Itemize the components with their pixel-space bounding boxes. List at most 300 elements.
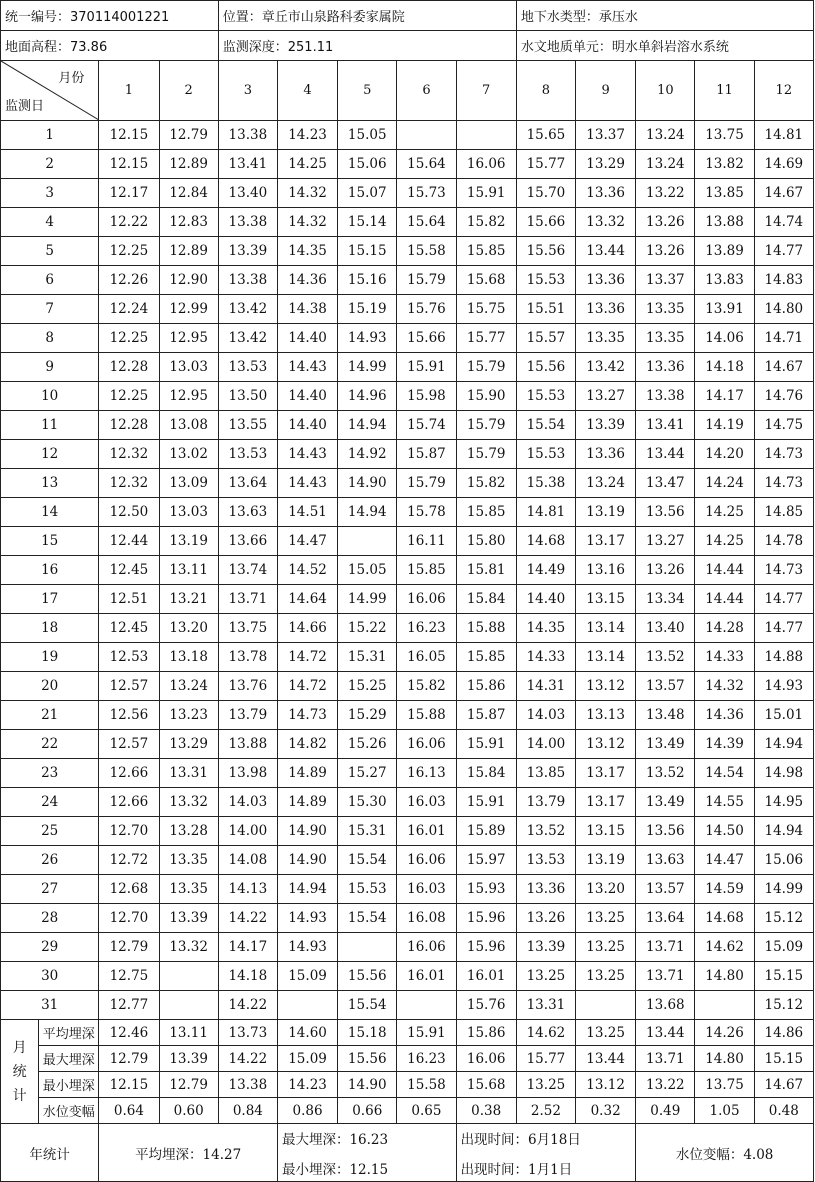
- depth-cell: 15.15: [754, 962, 813, 991]
- month-header-9: 9: [576, 61, 636, 121]
- depth-cell: 13.68: [636, 991, 695, 1020]
- depth-cell: 15.81: [456, 556, 516, 585]
- depth-cell: 13.52: [636, 643, 695, 672]
- stat-cell: 13.11: [159, 1020, 218, 1046]
- depth-cell: 15.25: [338, 672, 397, 701]
- table-row: [1, 817, 814, 846]
- stat-cell: 0.32: [576, 1098, 636, 1124]
- stat-cell: 14.23: [277, 1072, 337, 1098]
- depth-cell: 14.32: [277, 208, 337, 237]
- table-row: [1, 730, 814, 759]
- depth-cell: 15.73: [397, 179, 456, 208]
- depth-cell: 15.56: [338, 962, 397, 991]
- depth-cell: 13.17: [576, 759, 636, 788]
- table-row: [1, 904, 814, 933]
- depth-cell: 14.71: [754, 324, 813, 353]
- day-label: 5: [1, 237, 99, 266]
- stat-cell: 15.77: [516, 1046, 575, 1072]
- depth-cell: 13.25: [576, 962, 636, 991]
- yearly-occurrence-times: [456, 1124, 636, 1182]
- depth-cell: 14.40: [277, 411, 337, 440]
- depth-cell: 15.53: [516, 266, 575, 295]
- depth-cell: 12.15: [99, 121, 159, 150]
- depth-cell: 13.02: [159, 440, 218, 469]
- table-row: [1, 875, 814, 904]
- depth-cell: 13.12: [576, 672, 636, 701]
- depth-cell: 12.15: [99, 150, 159, 179]
- depth-cell: 14.80: [754, 295, 813, 324]
- depth-cell: 14.50: [695, 817, 754, 846]
- depth-cell: 14.22: [218, 991, 277, 1020]
- day-label: 28: [1, 904, 99, 933]
- depth-cell: 13.42: [218, 295, 277, 324]
- depth-cell: 14.94: [754, 730, 813, 759]
- depth-cell: 15.14: [338, 208, 397, 237]
- monthly-stat-row: [1, 1072, 814, 1098]
- depth-cell: 13.14: [576, 643, 636, 672]
- depth-cell: 13.83: [695, 266, 754, 295]
- depth-cell: 13.82: [695, 150, 754, 179]
- stat-cell: 14.60: [277, 1020, 337, 1046]
- depth-cell: 13.26: [636, 556, 695, 585]
- day-axis-label: 监测日: [5, 99, 45, 114]
- day-label: 16: [1, 556, 99, 585]
- depth-cell: 12.66: [99, 759, 159, 788]
- day-label: 19: [1, 643, 99, 672]
- yearly-depth-extremes: [277, 1124, 456, 1182]
- depth-cell: 12.24: [99, 295, 159, 324]
- depth-cell: 13.36: [516, 875, 575, 904]
- depth-cell: 13.18: [159, 643, 218, 672]
- depth-cell: 13.39: [576, 411, 636, 440]
- depth-cell: 12.77: [99, 991, 159, 1020]
- depth-cell: 15.82: [456, 469, 516, 498]
- depth-cell: 15.91: [397, 353, 456, 382]
- depth-cell: 15.93: [456, 875, 516, 904]
- stat-cell: 15.15: [754, 1046, 813, 1072]
- month-header-8: 8: [516, 61, 575, 121]
- depth-cell: 14.39: [695, 730, 754, 759]
- depth-cell: 13.17: [576, 527, 636, 556]
- stat-label: 最小埋深: [39, 1072, 99, 1098]
- depth-cell: [338, 527, 397, 556]
- depth-cell: 13.50: [218, 382, 277, 411]
- table-row: [1, 440, 814, 469]
- depth-cell: 12.79: [99, 933, 159, 962]
- depth-cell: 14.52: [277, 556, 337, 585]
- stat-cell: 0.65: [397, 1098, 456, 1124]
- depth-cell: 14.00: [218, 817, 277, 846]
- depth-cell: 15.87: [397, 440, 456, 469]
- depth-cell: 15.85: [456, 498, 516, 527]
- depth-cell: 14.32: [695, 672, 754, 701]
- depth-cell: 15.58: [397, 237, 456, 266]
- depth-cell: 13.64: [218, 469, 277, 498]
- month-header-4: 4: [277, 61, 337, 121]
- stat-label: 最大埋深: [39, 1046, 99, 1072]
- depth-cell: 13.52: [636, 759, 695, 788]
- depth-cell: 15.30: [338, 788, 397, 817]
- stat-cell: 14.62: [516, 1020, 575, 1046]
- depth-cell: 16.06: [456, 150, 516, 179]
- depth-cell: 13.56: [636, 817, 695, 846]
- depth-cell: 14.23: [277, 121, 337, 150]
- depth-cell: 12.84: [159, 179, 218, 208]
- depth-cell: 12.26: [99, 266, 159, 295]
- depth-cell: 13.41: [636, 411, 695, 440]
- depth-cell: 14.67: [754, 353, 813, 382]
- depth-cell: 13.40: [636, 614, 695, 643]
- depth-cell: 14.98: [754, 759, 813, 788]
- depth-cell: 13.26: [636, 208, 695, 237]
- depth-cell: 13.49: [636, 788, 695, 817]
- table-row: [1, 266, 814, 295]
- depth-cell: 16.01: [397, 962, 456, 991]
- depth-cell: 12.57: [99, 672, 159, 701]
- depth-cell: 14.36: [695, 701, 754, 730]
- stat-cell: 15.56: [338, 1046, 397, 1072]
- depth-cell: 14.94: [277, 875, 337, 904]
- depth-cell: 14.72: [277, 643, 337, 672]
- depth-cell: 13.19: [576, 498, 636, 527]
- depth-cell: 13.13: [576, 701, 636, 730]
- depth-cell: 15.66: [516, 208, 575, 237]
- depth-cell: 14.33: [516, 643, 575, 672]
- stat-cell: 0.86: [277, 1098, 337, 1124]
- stat-cell: 13.39: [159, 1046, 218, 1072]
- depth-cell: 13.36: [576, 440, 636, 469]
- depth-cell: 13.36: [576, 266, 636, 295]
- table-row: [1, 295, 814, 324]
- depth-cell: 13.39: [218, 237, 277, 266]
- depth-cell: 13.11: [159, 556, 218, 585]
- depth-cell: 12.89: [159, 150, 218, 179]
- stat-cell: 12.79: [159, 1072, 218, 1098]
- depth-cell: 15.86: [456, 672, 516, 701]
- depth-cell: 15.79: [456, 353, 516, 382]
- depth-cell: 16.03: [397, 875, 456, 904]
- depth-cell: 13.03: [159, 498, 218, 527]
- depth-cell: 13.31: [159, 759, 218, 788]
- depth-cell: 13.57: [636, 672, 695, 701]
- day-label: 20: [1, 672, 99, 701]
- depth-cell: 13.22: [636, 179, 695, 208]
- depth-cell: 12.45: [99, 556, 159, 585]
- table-row: [1, 121, 814, 150]
- day-label: 4: [1, 208, 99, 237]
- depth-cell: 13.53: [218, 440, 277, 469]
- table-row: [1, 469, 814, 498]
- depth-cell: 14.25: [695, 527, 754, 556]
- depth-cell: 13.64: [636, 904, 695, 933]
- depth-cell: 15.79: [456, 440, 516, 469]
- depth-cell: 12.70: [99, 817, 159, 846]
- depth-cell: 15.64: [397, 208, 456, 237]
- depth-cell: 14.33: [695, 643, 754, 672]
- depth-cell: 15.82: [397, 672, 456, 701]
- table-row: [1, 556, 814, 585]
- depth-cell: 15.06: [754, 846, 813, 875]
- depth-cell: 13.26: [516, 904, 575, 933]
- depth-cell: 13.36: [636, 353, 695, 382]
- depth-cell: 12.57: [99, 730, 159, 759]
- table-row: [1, 179, 814, 208]
- depth-cell: 12.66: [99, 788, 159, 817]
- depth-cell: 15.64: [397, 150, 456, 179]
- stat-cell: 15.91: [397, 1020, 456, 1046]
- depth-cell: 15.84: [456, 585, 516, 614]
- table-row: [1, 208, 814, 237]
- depth-cell: 14.81: [754, 121, 813, 150]
- depth-cell: 15.54: [516, 411, 575, 440]
- stat-cell: 14.67: [754, 1072, 813, 1098]
- day-label: 6: [1, 266, 99, 295]
- day-label: 26: [1, 846, 99, 875]
- depth-cell: 14.18: [218, 962, 277, 991]
- depth-cell: 15.05: [338, 121, 397, 150]
- monthly-stat-row: [1, 1020, 814, 1046]
- month-header-1: 1: [99, 61, 159, 121]
- depth-cell: 12.45: [99, 614, 159, 643]
- depth-cell: 13.38: [218, 208, 277, 237]
- monthly-stats-group-label: 月 统 计: [1, 1020, 39, 1124]
- depth-cell: 14.77: [754, 237, 813, 266]
- depth-cell: 15.89: [456, 817, 516, 846]
- depth-cell: 14.67: [754, 179, 813, 208]
- day-label: 23: [1, 759, 99, 788]
- depth-cell: 12.44: [99, 527, 159, 556]
- depth-cell: 13.63: [218, 498, 277, 527]
- day-label: 13: [1, 469, 99, 498]
- depth-cell: 16.06: [397, 730, 456, 759]
- depth-cell: 15.76: [456, 991, 516, 1020]
- depth-cell: 15.85: [397, 556, 456, 585]
- depth-cell: 14.68: [695, 904, 754, 933]
- yearly-min-depth: 最小埋深：12.15: [281, 1162, 389, 1178]
- depth-cell: 15.29: [338, 701, 397, 730]
- depth-cell: 13.37: [636, 266, 695, 295]
- depth-cell: 14.72: [277, 672, 337, 701]
- stat-cell: 15.86: [456, 1020, 516, 1046]
- day-label: 22: [1, 730, 99, 759]
- table-row: [1, 788, 814, 817]
- table-row: [1, 672, 814, 701]
- depth-cell: 15.77: [456, 324, 516, 353]
- depth-cell: 14.44: [695, 585, 754, 614]
- depth-cell: 14.20: [695, 440, 754, 469]
- depth-cell: 13.25: [516, 962, 575, 991]
- depth-cell: 15.12: [754, 991, 813, 1020]
- depth-cell: 14.08: [218, 846, 277, 875]
- depth-cell: 14.93: [338, 324, 397, 353]
- depth-cell: 15.57: [516, 324, 575, 353]
- ground-elevation: 地面高程：73.86: [1, 31, 219, 61]
- depth-cell: 13.25: [576, 933, 636, 962]
- depth-cell: 13.32: [159, 788, 218, 817]
- depth-cell: 14.94: [338, 498, 397, 527]
- depth-cell: 14.99: [338, 353, 397, 382]
- depth-cell: 13.42: [218, 324, 277, 353]
- stat-cell: 14.22: [218, 1046, 277, 1072]
- depth-cell: 14.89: [277, 788, 337, 817]
- stat-cell: 13.25: [576, 1020, 636, 1046]
- depth-cell: 13.78: [218, 643, 277, 672]
- depth-cell: 14.93: [277, 933, 337, 962]
- info-row-2: [1, 31, 814, 61]
- depth-cell: 14.43: [277, 353, 337, 382]
- month-header-7: 7: [456, 61, 516, 121]
- depth-cell: 13.42: [576, 353, 636, 382]
- depth-cell: 14.03: [516, 701, 575, 730]
- depth-cell: 13.23: [159, 701, 218, 730]
- depth-cell: 15.05: [338, 556, 397, 585]
- yearly-stat-row: [1, 1124, 814, 1182]
- depth-cell: 15.54: [338, 846, 397, 875]
- depth-cell: 14.66: [277, 614, 337, 643]
- depth-cell: 12.90: [159, 266, 218, 295]
- depth-cell: [456, 121, 516, 150]
- depth-cell: 12.72: [99, 846, 159, 875]
- month-axis-label: 月份: [58, 71, 85, 86]
- depth-cell: [338, 933, 397, 962]
- stat-label: 平均埋深: [39, 1020, 99, 1046]
- depth-cell: 13.44: [636, 440, 695, 469]
- depth-cell: [159, 962, 218, 991]
- location: 位置：章丘市山泉路科委家属院: [218, 1, 516, 31]
- table-row: [1, 382, 814, 411]
- depth-cell: 12.22: [99, 208, 159, 237]
- depth-cell: 13.35: [159, 846, 218, 875]
- stat-cell: 2.52: [516, 1098, 575, 1124]
- depth-cell: 14.59: [695, 875, 754, 904]
- depth-cell: 13.88: [218, 730, 277, 759]
- depth-cell: 12.89: [159, 237, 218, 266]
- stat-cell: 13.44: [636, 1020, 695, 1046]
- depth-cell: 14.17: [218, 933, 277, 962]
- depth-cell: 15.31: [338, 817, 397, 846]
- depth-cell: 12.32: [99, 469, 159, 498]
- depth-cell: 12.28: [99, 411, 159, 440]
- depth-cell: 15.75: [456, 295, 516, 324]
- monitor-depth: 监测深度：251.11: [218, 31, 516, 61]
- depth-cell: 15.66: [397, 324, 456, 353]
- depth-cell: 14.38: [277, 295, 337, 324]
- depth-cell: 16.06: [397, 585, 456, 614]
- depth-cell: 13.38: [218, 121, 277, 150]
- depth-cell: 13.19: [576, 846, 636, 875]
- depth-cell: 14.96: [338, 382, 397, 411]
- depth-cell: 12.51: [99, 585, 159, 614]
- depth-cell: 14.73: [754, 556, 813, 585]
- stat-cell: 1.05: [695, 1098, 754, 1124]
- depth-cell: 14.22: [218, 904, 277, 933]
- depth-cell: 13.76: [218, 672, 277, 701]
- depth-cell: 15.98: [397, 382, 456, 411]
- depth-cell: 13.88: [695, 208, 754, 237]
- depth-cell: 13.40: [218, 179, 277, 208]
- month-header-10: 10: [636, 61, 695, 121]
- depth-cell: 14.03: [218, 788, 277, 817]
- depth-cell: 12.68: [99, 875, 159, 904]
- depth-cell: 15.19: [338, 295, 397, 324]
- depth-cell: 14.82: [277, 730, 337, 759]
- depth-cell: 15.54: [338, 904, 397, 933]
- depth-cell: 14.69: [754, 150, 813, 179]
- depth-cell: 14.95: [754, 788, 813, 817]
- stat-cell: 0.64: [99, 1098, 159, 1124]
- depth-cell: 15.07: [338, 179, 397, 208]
- depth-cell: 15.97: [456, 846, 516, 875]
- depth-cell: 13.53: [218, 353, 277, 382]
- stat-cell: 13.73: [218, 1020, 277, 1046]
- depth-cell: 14.32: [277, 179, 337, 208]
- depth-cell: 13.15: [576, 585, 636, 614]
- depth-cell: 12.56: [99, 701, 159, 730]
- depth-cell: 13.09: [159, 469, 218, 498]
- depth-cell: 15.76: [397, 295, 456, 324]
- depth-cell: 13.36: [576, 295, 636, 324]
- depth-cell: 14.80: [695, 962, 754, 991]
- day-label: 31: [1, 991, 99, 1020]
- table-row: [1, 933, 814, 962]
- depth-cell: 13.85: [695, 179, 754, 208]
- depth-cell: 14.25: [695, 498, 754, 527]
- depth-cell: 13.89: [695, 237, 754, 266]
- depth-cell: 13.48: [636, 701, 695, 730]
- stat-cell: 12.46: [99, 1020, 159, 1046]
- depth-cell: 13.71: [636, 933, 695, 962]
- yearly-label: 年统计: [1, 1124, 99, 1182]
- depth-cell: 15.88: [456, 614, 516, 643]
- stat-cell: 14.26: [695, 1020, 754, 1046]
- depth-cell: 15.65: [516, 121, 575, 150]
- depth-cell: 13.24: [576, 469, 636, 498]
- depth-cell: 14.47: [695, 846, 754, 875]
- yearly-max-depth: 最大埋深：16.23: [281, 1132, 389, 1148]
- stat-cell: 15.09: [277, 1046, 337, 1072]
- stat-cell: 14.90: [338, 1072, 397, 1098]
- depth-cell: [159, 991, 218, 1020]
- depth-cell: 14.28: [695, 614, 754, 643]
- depth-cell: 12.32: [99, 440, 159, 469]
- stat-cell: 16.06: [456, 1046, 516, 1072]
- depth-cell: 13.38: [636, 382, 695, 411]
- depth-cell: 13.20: [576, 875, 636, 904]
- table-row: [1, 614, 814, 643]
- depth-cell: 13.36: [576, 179, 636, 208]
- depth-cell: 13.66: [218, 527, 277, 556]
- depth-cell: [397, 121, 456, 150]
- yearly-max-time: 出现时间：6月18日: [460, 1132, 581, 1148]
- depth-cell: 13.21: [159, 585, 218, 614]
- depth-cell: 15.90: [456, 382, 516, 411]
- day-label: 21: [1, 701, 99, 730]
- stat-cell: 13.25: [516, 1072, 575, 1098]
- depth-cell: 14.24: [695, 469, 754, 498]
- depth-cell: 16.06: [397, 933, 456, 962]
- depth-cell: 14.68: [516, 527, 575, 556]
- day-label: 30: [1, 962, 99, 991]
- depth-cell: 12.79: [159, 121, 218, 150]
- stat-cell: 13.12: [576, 1072, 636, 1098]
- depth-cell: 13.32: [159, 933, 218, 962]
- depth-cell: 16.06: [397, 846, 456, 875]
- depth-cell: 15.96: [456, 904, 516, 933]
- depth-cell: 13.19: [159, 527, 218, 556]
- stat-cell: 13.38: [218, 1072, 277, 1098]
- day-label: 9: [1, 353, 99, 382]
- depth-cell: 13.98: [218, 759, 277, 788]
